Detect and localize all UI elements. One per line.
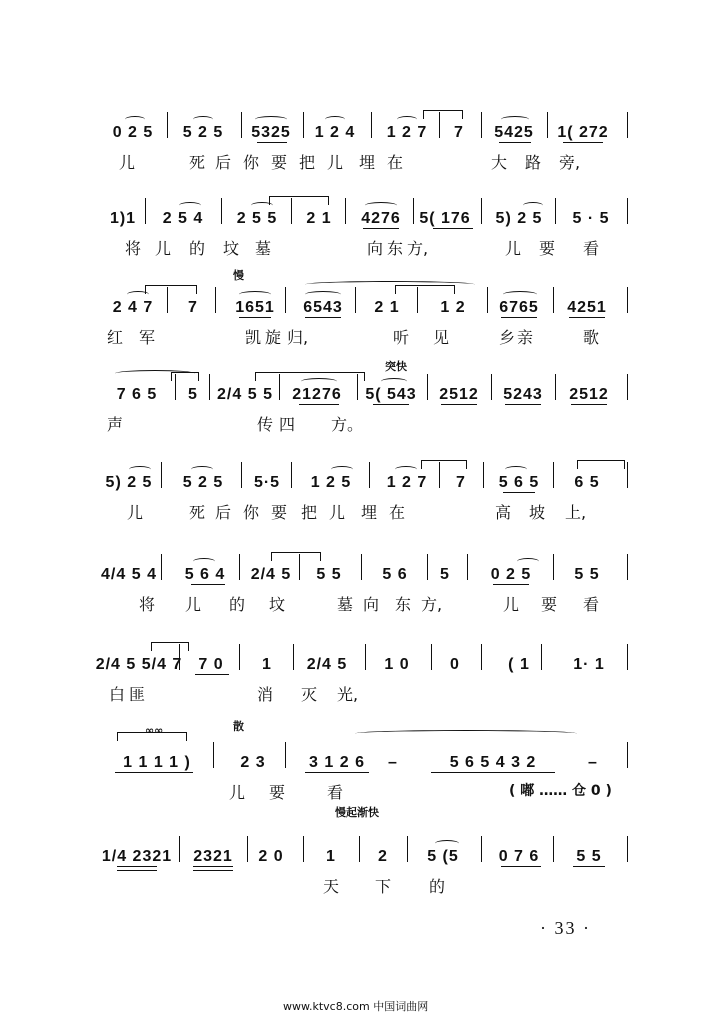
beam-line [501,317,537,318]
beam-line [569,317,605,318]
measure: 0 2 5 [112,124,154,141]
measure: 2 1 [374,299,400,316]
measure: 7 [454,124,464,141]
slur [193,116,213,123]
slur [355,730,577,737]
barline [221,198,222,224]
page-number: · 33 · [540,918,591,938]
beam-line [195,674,229,675]
measure: 2 3 [240,754,266,771]
lyric: 儿 [185,595,202,614]
barline [417,287,418,313]
barline [483,462,484,488]
lyric: 光, [337,685,359,704]
measure: 5 · 5 [572,210,610,227]
slur [325,116,345,123]
slur [125,116,145,123]
measure: 5 5 [316,566,342,583]
beam-line [493,584,529,585]
lyric: 传 [257,415,274,434]
slur [255,116,287,123]
barline [303,112,304,138]
beam-line [433,228,473,229]
barline [431,644,432,670]
barline [299,554,300,580]
barline [161,554,162,580]
slur [397,116,417,123]
measure: 1 0 [384,656,410,673]
tie [577,460,625,461]
slur [193,558,215,565]
barline [627,462,628,488]
barline [553,554,554,580]
measure: 5 [188,386,198,403]
lyric: 死 [189,153,206,172]
barline [427,374,428,400]
measure: 5 2 5 [182,124,224,141]
measure: 5 (5 [427,848,459,865]
measure: 5·5 [253,474,281,491]
barline [555,198,556,224]
beam-line [299,404,339,405]
lyric: 你 [243,503,260,522]
measure: 1 [262,656,272,673]
measure: 1)1 [109,210,137,227]
lyric: 埋 [359,153,376,172]
lyric: 儿 [505,239,522,258]
barline [279,374,280,400]
measure: 2/4 5 5 [217,386,273,403]
lyric: 坟 [269,595,286,614]
lyric: 方, [421,595,443,614]
measure: 1 2 5 [310,474,352,491]
lyric: 看 [327,783,344,802]
lyric: 在 [387,153,404,172]
lyric: 高 [495,503,512,522]
slur [435,840,459,847]
barline [627,112,628,138]
measure: 5 6 5 [498,474,540,491]
barline [239,644,240,670]
beam-line [117,866,157,867]
measure: 5 [440,566,450,583]
barline [161,462,162,488]
lyric: 四 [279,415,296,434]
measure: 2321 [193,848,233,865]
slur [191,466,213,473]
beam-line [563,142,603,143]
beam-line [305,317,341,318]
lyric: 凯 [245,328,262,347]
barline [413,198,414,224]
measure: 7 0 [198,656,224,673]
lyric: 路 [525,153,542,172]
measure: 5( 543 [365,386,417,403]
barline [285,287,286,313]
barline [627,644,628,670]
barline [491,374,492,400]
slur [381,378,407,385]
barline [303,836,304,862]
lyric: 歌 [583,328,600,347]
barline [439,462,440,488]
lyric: 坡 [529,503,546,522]
lyric: 的 [429,877,446,896]
measure: 2 4 7 [112,299,154,316]
beam-line [239,317,271,318]
lyric: 儿 [327,153,344,172]
measure: 7 [456,474,466,491]
measure: – [388,754,398,771]
barline [345,198,346,224]
lyric: 消 [257,685,274,704]
lyric: 把 [301,503,318,522]
lyric: 要 [271,503,288,522]
barline [481,836,482,862]
lyric: 向 [367,239,384,258]
measure: 2 0 [258,848,284,865]
measure: 6 5 [574,474,600,491]
measure: 7 6 5 [116,386,158,403]
beam-line [573,866,605,867]
beam-line [441,404,477,405]
beam-line [305,772,369,773]
measure: 5) 2 5 [105,474,153,491]
lyric: 坟 [223,239,240,258]
slur [523,202,543,209]
lyric: 向 [363,595,380,614]
measure: 5 6 5 4 3 2 [449,754,537,771]
measure: 5 5 [576,848,602,865]
slur [517,558,539,565]
slur [365,202,397,209]
lyric: 大 [491,153,508,172]
lyric: 见 [433,328,450,347]
measure: 5243 [503,386,543,403]
barline [369,462,370,488]
measure: 2 5 4 [162,210,204,227]
measure: 1· 1 [573,656,605,673]
beam-line [191,584,225,585]
measure: 5 6 4 [184,566,226,583]
measure: 6765 [499,299,539,316]
measure: 6543 [303,299,343,316]
lyric: 儿 [119,153,136,172]
percussion-note: ( 嘟 …… 仓 0 ) [509,783,612,799]
measure: 5 2 5 [182,474,224,491]
barline [167,287,168,313]
barline [467,554,468,580]
barline [481,198,482,224]
lyric: 匪 [129,685,146,704]
barline [627,836,628,862]
measure: 1 2 7 [386,124,428,141]
lyric: 死 [189,503,206,522]
barline [553,836,554,862]
lyric: 儿 [229,783,246,802]
barline [627,742,628,768]
tie [423,110,463,111]
lyric: 把 [299,153,316,172]
lyric: 灭 [301,685,318,704]
barline [145,198,146,224]
lyric: 乡 [499,328,516,347]
measure: 4/4 5 4 [101,566,157,583]
lyric: 墓 [337,595,354,614]
slur [501,116,529,123]
lyric: 天 [323,877,340,896]
lyric: 白 [109,685,126,704]
lyric: 儿 [503,595,520,614]
barline [553,462,554,488]
lyric: 在 [389,503,406,522]
lyric: 看 [583,595,600,614]
measure: 5425 [494,124,534,141]
tie [421,460,467,461]
lyric: 儿 [155,239,172,258]
tempo-mark: 慢 [233,269,244,282]
barline [481,112,482,138]
lyric: 你 [243,153,260,172]
slur [503,291,537,298]
tie [151,642,189,643]
barline [627,374,628,400]
slur [305,291,341,298]
barline [209,374,210,400]
beam-line [115,772,193,773]
lyric: 要 [269,783,286,802]
footer-watermark: www.ktvc8.com 中国词曲网 [283,1000,429,1013]
measure: ( 1 [508,656,530,673]
tie [269,196,329,197]
lyric: 将 [125,239,142,258]
beam-line [257,142,287,143]
barline [481,644,482,670]
measure: 1( 272 [557,124,609,141]
lyric: 后 [215,503,232,522]
lyric: 亲 [517,328,534,347]
measure: 2/4 5 [306,656,348,673]
barline [167,112,168,138]
slur [129,466,151,473]
barline [355,287,356,313]
barline [179,644,180,670]
lyric: 下 [375,877,392,896]
barline [359,836,360,862]
measure: 2 5 5 [236,210,278,227]
tie [271,552,321,553]
barline [407,836,408,862]
measure: 1 2 4 [314,124,356,141]
lyric: 的 [189,239,206,258]
tie [395,285,455,286]
barline [291,462,292,488]
beam-line [193,870,233,871]
barline [627,287,628,313]
slur [331,466,353,473]
tempo-mark: 散 [233,720,244,733]
barline [555,374,556,400]
lyric: 红 [107,328,124,347]
beam-line [117,870,157,871]
barline [285,742,286,768]
tie [255,372,365,373]
measure: 21276 [292,386,342,403]
tempo-mark: 突快 [385,360,407,373]
beam-line [363,228,399,229]
lyric: 看 [583,239,600,258]
lyric: 旋 [265,328,282,347]
lyric: 东 [387,239,404,258]
barline [215,287,216,313]
measure: – [588,754,598,771]
lyric: 听 [393,328,410,347]
beam-line [373,404,409,405]
beam-line [503,492,535,493]
measure: 5 5 [574,566,600,583]
lyric: 后 [215,153,232,172]
lyric: 方, [407,239,429,258]
lyric: 军 [139,328,156,347]
beam-line [193,866,233,867]
barline [439,112,440,138]
lyric: 儿 [127,503,144,522]
measure: 0 2 5 [490,566,532,583]
barline [213,742,214,768]
measure: 5325 [251,124,291,141]
barline [291,198,292,224]
lyric: 方。 [331,415,364,434]
barline [371,112,372,138]
measure: 0 [450,656,460,673]
measure: 4276 [361,210,401,227]
lyric: 的 [229,595,246,614]
measure: 2512 [569,386,609,403]
measure: 1651 [235,299,275,316]
measure: 3 1 2 6 [309,754,365,771]
barline [239,554,240,580]
lyric: 墓 [255,239,272,258]
tie [117,732,187,733]
measure: 2/4 5 5/4 7 [95,656,183,673]
barline [541,644,542,670]
slur [301,378,337,385]
lyric: 上, [565,503,587,522]
barline [427,554,428,580]
lyric: 将 [139,595,156,614]
lyric: 声 [107,415,124,434]
measure: 2512 [439,386,479,403]
tempo-mark: 慢起渐快 [335,806,379,819]
slur [179,202,201,209]
beam-line [505,404,541,405]
measure: 4251 [567,299,607,316]
slur [395,466,417,473]
barline [627,198,628,224]
lyric: 儿 [329,503,346,522]
lyric: 要 [541,595,558,614]
tie [145,285,197,286]
barline [293,644,294,670]
measure: 5) 2 5 [495,210,543,227]
barline [175,374,176,400]
slur [505,466,527,473]
measure: 2/4 5 [250,566,292,583]
measure: 1/4 2321 [101,848,173,865]
beam-line [571,404,607,405]
tie [171,372,199,373]
measure: 7 [188,299,198,316]
barline [487,287,488,313]
lyric: 东 [395,595,412,614]
measure: 5( 176 [419,210,471,227]
lyric: 归, [287,328,309,347]
slur [239,291,271,298]
barline [179,836,180,862]
beam-line [501,866,541,867]
barline [361,554,362,580]
barline [553,287,554,313]
measure: 1 [326,848,336,865]
measure: 5 6 [382,566,408,583]
measure: 1 2 [440,299,466,316]
measure: 2 [378,848,388,865]
barline [241,462,242,488]
barline [241,112,242,138]
barline [627,554,628,580]
measure: 1 2 7 [386,474,428,491]
lyric: 旁, [559,153,581,172]
measure: 1 1 1 1 ) [123,754,191,771]
barline [247,836,248,862]
barline [357,374,358,400]
measure: 0 7 6 [498,848,540,865]
beam-line [499,142,531,143]
beam-line [431,772,555,773]
measure: 2 1 [306,210,332,227]
lyric: 埋 [361,503,378,522]
lyric: 要 [539,239,556,258]
lyric: 要 [271,153,288,172]
tremolo-mark: ∞∞ [145,724,164,737]
barline [365,644,366,670]
barline [547,112,548,138]
